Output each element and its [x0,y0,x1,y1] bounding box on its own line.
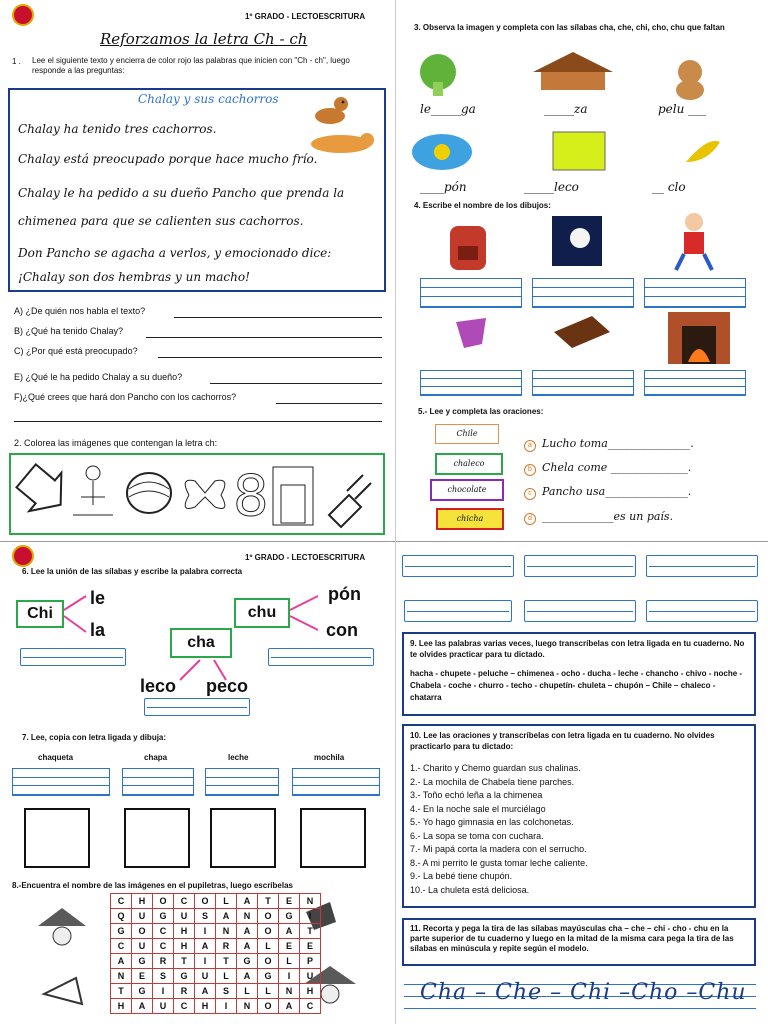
grid-cell[interactable]: I [216,999,237,1014]
grid-cell[interactable]: L [258,939,279,954]
ex4-writing-lines-3[interactable] [644,278,746,308]
letter-a: a [524,440,536,452]
page-divider [0,541,768,542]
grid-cell[interactable]: O [258,954,279,969]
story-box [8,88,386,292]
grid-cell[interactable]: C [153,939,174,954]
ex7-lines-2[interactable] [122,768,194,796]
ex2-images [11,455,381,533]
grid-cell[interactable]: A [237,894,258,909]
syllable-la: la [90,620,106,640]
grid-cell[interactable]: S [153,969,174,984]
ex5-instruction: 5.- Lee y completa las oraciones: [418,407,544,416]
grid-cell[interactable]: T [300,924,321,939]
grid-cell[interactable]: I [300,909,321,924]
grid-cell[interactable]: G [132,984,153,999]
ex7-lines-1[interactable] [12,768,110,796]
syllable-leco: leco [140,676,177,696]
ex7-word-3: leche [228,753,249,762]
answer-line-b[interactable] [146,337,382,338]
ex7-draw-box-4[interactable] [300,808,366,868]
grid-cell[interactable]: T [258,894,279,909]
grid-cell[interactable]: R [153,954,174,969]
ex6-instruction: 6. Lee la unión de las sílabas y escribe la palabra correcta [22,567,243,576]
grid-cell[interactable]: G [258,969,279,984]
sentence-a: Lucho toma_______________. [542,437,694,450]
ex-lines-right-1[interactable] [402,555,514,577]
word-chaleco: chaleco [435,453,503,475]
ex4-writing-lines-1[interactable] [420,278,522,308]
grid-cell[interactable]: G [153,909,174,924]
syllable-pon: pón [328,584,361,604]
grid-cell[interactable]: L [216,969,237,984]
ex7-draw-box-2[interactable] [124,808,190,868]
ex7-instruction: 7. Lee, copia con letra ligada y dibuja: [22,733,167,742]
ex5-sentence-a [524,434,694,452]
ex6-answer-2[interactable] [268,648,374,666]
grid-cell[interactable]: C [153,924,174,939]
syllable-strip [404,978,756,1018]
grid-cell[interactable]: H [132,894,153,909]
ex10-sentence: 2.- La mochila de Chabela tiene parches. [410,776,575,787]
grid-cell[interactable]: Q [111,909,132,924]
grade-header-2: 1º GRADO - LECTOESCRITURA [245,553,366,562]
ex7-draw-box-1[interactable] [24,808,90,868]
ex7-word-4: mochila [314,753,345,762]
ex4-writing-lines-5[interactable] [532,370,634,396]
ex10-sentence: 1.- Charito y Chemo guardan sus chalinas. [410,763,581,773]
ex10-sentence: 5.- Yo hago gimnasia en las colchonetas. [410,817,574,827]
grid-cell[interactable]: N [279,984,300,999]
grid-cell[interactable]: N [237,909,258,924]
ex4-writing-lines-6[interactable] [644,370,746,396]
grid-cell[interactable]: A [216,909,237,924]
grid-cell[interactable]: N [111,969,132,984]
grid-cell[interactable]: U [153,999,174,1014]
syllable-le: le [90,588,106,608]
grid-cell[interactable]: O [195,894,216,909]
word-chocolate: chocolate [430,479,504,501]
grid-cell[interactable]: H [195,999,216,1014]
grid-row [111,909,321,924]
story-line-4: chimenea para que se calienten sus cachorros. [18,214,304,228]
syllable-chi: Chi [16,600,64,628]
grid-cell[interactable]: L [237,984,258,999]
grid-cell[interactable]: A [195,984,216,999]
grid-cell[interactable]: A [279,999,300,1014]
ex3-word-5: _____leco [524,180,579,194]
grid-cell[interactable]: U [300,969,321,984]
ex10-sentence: 7.- Mi papá corta la madera con el serrucho. [410,844,587,854]
ex10-sentence: 10.- La chuleta está deliciosa. [410,884,530,895]
grid-cell[interactable]: A [237,969,258,984]
letter-d: d [524,513,536,525]
grid-cell[interactable]: H [174,924,195,939]
ex-lines-right-5[interactable] [524,600,636,622]
grid-cell[interactable]: T [174,954,195,969]
grid-cell[interactable]: N [300,894,321,909]
question-b: B) ¿Qué ha tenido Chalay? [14,326,124,336]
grid-cell[interactable]: P [300,954,321,969]
word-search-grid [110,893,321,1014]
grid-cell[interactable]: C [300,999,321,1014]
story-line-3: Chalay le ha pedido a su dueño Pancho que prenda la [18,186,345,200]
grid-cell[interactable]: O [258,924,279,939]
ex7-word-2: chapa [144,753,168,762]
ex-lines-right-3[interactable] [646,555,758,577]
grid-cell[interactable]: I [279,969,300,984]
grid-cell[interactable]: R [174,984,195,999]
strip-line-low [404,1008,756,1009]
grid-cell[interactable]: I [153,984,174,999]
word-chile: Chile [435,424,499,444]
story-line-6: ¡Chalay son dos hembras y un macho! [18,270,250,284]
grid-cell[interactable]: A [237,939,258,954]
grid-cell[interactable]: A [132,999,153,1014]
answer-line-a[interactable] [174,317,382,318]
question-f: F)¿Qué crees que hará don Pancho con los cachorros? [14,392,237,402]
ex7-lines-4[interactable] [292,768,380,796]
story-title: Chalay y sus cachorros [138,92,279,106]
ex10-sentence: 8.- A mi perrito le gusta tomar leche caliente. [410,857,588,868]
grid-cell[interactable]: R [216,939,237,954]
grid-cell[interactable]: O [132,924,153,939]
grid-cell[interactable]: I [195,924,216,939]
grid-cell[interactable]: L [258,984,279,999]
answer-line-c[interactable] [158,357,382,358]
letter-b: b [524,464,536,476]
grid-cell[interactable]: L [216,894,237,909]
grid-row [111,984,321,999]
ex-lines-right-2[interactable] [524,555,636,577]
letter-c: c [524,488,536,500]
grid-row [111,894,321,909]
grid-cell[interactable]: E [279,894,300,909]
grid-cell[interactable]: E [132,969,153,984]
svg-text:8: 8 [233,464,269,529]
grid-cell[interactable]: A [279,924,300,939]
grid-cell[interactable]: U [174,909,195,924]
ex2-image-box [9,453,385,535]
ex3-word-2: _____za [544,102,588,116]
grid-cell[interactable]: G [132,954,153,969]
ex10-sentence: 6.- La sopa se toma con cuchara. [410,830,544,841]
page-title: Reforzamos la letra Ch - ch [100,30,308,48]
grid-cell[interactable]: A [237,924,258,939]
ex5-sentence-d [524,507,673,525]
grid-cell[interactable]: O [258,909,279,924]
ex-lines-right-4[interactable] [404,600,512,622]
ex4-instruction: 4. Escribe el nombre de los dibujos: [414,201,551,210]
grid-cell[interactable]: U [132,939,153,954]
ex4-writing-lines-2[interactable] [532,278,634,308]
grid-cell[interactable]: H [111,999,132,1014]
ex10-sentence: 4.- En la noche sale el murciélago [410,803,546,814]
grid-cell[interactable]: T [111,984,132,999]
ex1-number: 1 . [12,57,21,66]
ex3-images [408,50,758,200]
ex7-draw-box-3[interactable] [210,808,276,868]
ex3-word-4: ____pón [420,180,467,194]
ex10-sentence: 9.- La bebé tiene chupón. [410,871,513,881]
ex6-answer-3[interactable] [144,698,250,716]
ex9-instruction: 9. Lee las palabras varias veces, luego transcríbelas con letra ligada en tu cuaderno. No te olvides practicar para tu dictado. [410,639,745,659]
story-line-1: Chalay ha tenido tres cachorros. [18,122,217,136]
grid-cell[interactable]: O [258,999,279,1014]
grid-cell[interactable]: L [279,954,300,969]
ex3-word-3: pelu ___ [658,102,707,116]
syllable-cha: cha [170,628,232,658]
ex6-arrows [0,560,384,700]
ex5-sentence-b [524,458,691,476]
grid-cell[interactable]: C [111,939,132,954]
grid-cell[interactable]: S [216,984,237,999]
ex10-sentence: 3.- Toño echó leña a la chimenea [410,790,543,800]
grid-cell[interactable]: C [174,894,195,909]
ex3-word-6: __ clo [652,180,686,194]
grid-cell[interactable]: G [237,954,258,969]
grid-cell[interactable]: U [132,909,153,924]
grid-cell[interactable]: H [300,984,321,999]
ex2-instruction: 2. Colorea las imágenes que contengan la letra ch: [14,438,218,448]
ex10-sentence-list [410,762,748,897]
grid-cell[interactable]: G [174,969,195,984]
ex5-sentence-c [524,482,691,500]
grid-row [111,924,321,939]
syllable-con: con [326,620,359,640]
ex7-lines-3[interactable] [205,768,279,796]
story-line-2: Chalay está preocupado porque hace mucho frío. [18,152,318,166]
grid-cell[interactable]: N [216,924,237,939]
grid-row [111,939,321,954]
syllable-chu: chu [234,598,290,628]
school-logo [12,4,34,26]
grid-cell[interactable]: S [195,909,216,924]
sentence-b: Chela come ______________. [542,461,692,474]
grid-cell[interactable]: E [279,939,300,954]
answer-line-f[interactable] [276,403,382,404]
grade-header: 1º GRADO - LECTOESCRITURA [245,12,366,21]
grid-cell[interactable]: N [237,999,258,1014]
grid-cell[interactable]: T [216,954,237,969]
word-chicha: chicha [436,508,504,530]
grid-cell[interactable]: C [111,894,132,909]
grid-cell[interactable]: G [111,924,132,939]
ex7-word-1: chaqueta [38,753,74,762]
grid-row [111,954,321,969]
grid-cell[interactable]: C [174,999,195,1014]
vertical-divider [395,0,396,1024]
ex1-instruction: Lee el siguiente texto y encierra de color rojo las palabras que inicien con "Ch - ch", luego responde a las preguntas: [32,56,350,75]
strip-text: Cha – Che – Chi –Cho –Chu [420,980,747,1005]
ex3-instruction: 3. Observa la imagen y completa con las sílabas cha, che, chi, cho, chu que faltan [414,23,725,32]
sentence-c: Pancho usa_______________. [542,485,692,498]
answer-line-e[interactable] [210,383,382,384]
grid-cell[interactable]: U [195,969,216,984]
grid-cell[interactable]: H [174,939,195,954]
answer-line-f2[interactable] [14,421,382,422]
story-line-5: Don Pancho se agacha a verlos, y emocionado dice: [18,246,332,260]
ex9-words: hacha - chupete - peluche – chimenea - ocho - ducha - leche - chancho - chivo - noche - Chabela - coche - churro - techo - chupetín- chuleta – chupón – Chile – chaleco - chatarra [410,669,743,702]
grid-row [111,969,321,984]
question-c: C) ¿Por qué está preocupado? [14,346,138,356]
ex10-box [402,724,756,908]
ex-lines-right-6[interactable] [646,600,758,622]
ex10-instruction: 10. Lee las oraciones y transcríbelas con letra ligada en tu cuaderno. No olvides practicarlo para tu dictado: [410,731,715,751]
ex3-word-1: le_____ga [420,102,476,116]
grid-cell[interactable]: G [279,909,300,924]
ex8-instruction: 8.-Encuentra el nombre de las imágenes en el pupiletras, luego escríbelas [12,881,293,890]
ex9-box [402,632,756,716]
grid-row [111,999,321,1014]
ex6-answer-1[interactable] [20,648,126,666]
question-a: A) ¿De quién nos habla el texto? [14,306,146,316]
grid-cell[interactable]: I [195,954,216,969]
ex11-box [402,918,756,966]
grid-cell[interactable]: E [300,939,321,954]
ex11-instruction: 11. Recorta y pega la tira de las sílabas mayúsculas cha – che – chi - cho - chu en la parte superior de tu cuaderno y luego en la mitad de la misma cara pega la tira de las sílabas en minúscula y repite según el modelo. [410,924,734,953]
grid-cell[interactable]: O [153,894,174,909]
sentence-d: _____________es un país. [542,510,674,523]
syllable-peco: peco [206,676,249,696]
dog-image [310,92,350,128]
grid-cell[interactable]: A [111,954,132,969]
question-e: E) ¿Qué le ha pedido Chalay a su dueño? [14,372,183,382]
grid-cell[interactable]: A [195,939,216,954]
ex4-writing-lines-4[interactable] [420,370,522,396]
